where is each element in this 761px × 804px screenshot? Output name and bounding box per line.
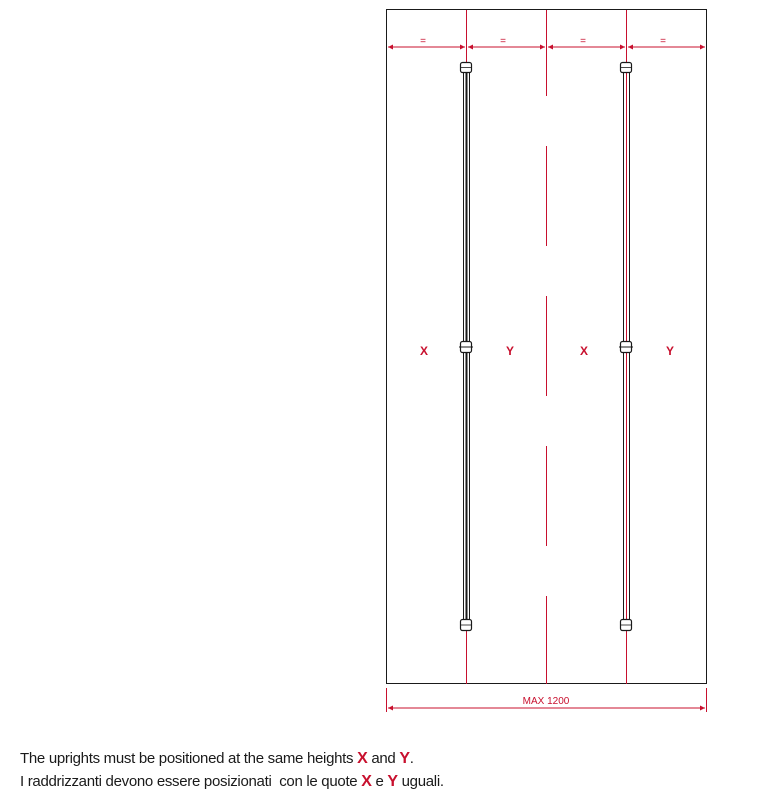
zone-label-x: X	[579, 344, 589, 358]
max-width-label: MAX 1200	[522, 696, 570, 707]
bracket-middle	[619, 342, 633, 353]
caption-text: .	[409, 750, 414, 767]
caption-text: and	[367, 750, 400, 767]
caption-english	[20, 750, 414, 768]
bracket-middle	[459, 342, 473, 353]
bracket-bottom	[461, 620, 472, 631]
caption-text: e	[371, 773, 388, 790]
caption-text: uguali.	[397, 773, 444, 790]
zone-label-y: Y	[505, 344, 515, 358]
equal-mark: =	[580, 36, 586, 47]
caption-y: Y	[387, 773, 398, 790]
bracket-top	[461, 63, 472, 73]
caption-text: I raddrizzanti devono essere posizionati con le quote	[20, 773, 362, 790]
equal-mark: =	[660, 36, 666, 47]
equal-mark: =	[500, 36, 506, 47]
caption-y: Y	[399, 750, 410, 767]
zone-label-x: X	[419, 344, 429, 358]
caption-x: X	[357, 750, 368, 767]
caption-text: The uprights must be positioned at the same heights	[20, 750, 358, 767]
bracket-bottom	[621, 620, 632, 631]
zone-label-y: Y	[665, 344, 675, 358]
caption-italian	[20, 773, 444, 791]
caption-x: X	[361, 773, 372, 790]
upright-left	[459, 63, 473, 631]
bracket-top	[621, 63, 632, 73]
equal-mark: =	[420, 36, 426, 47]
